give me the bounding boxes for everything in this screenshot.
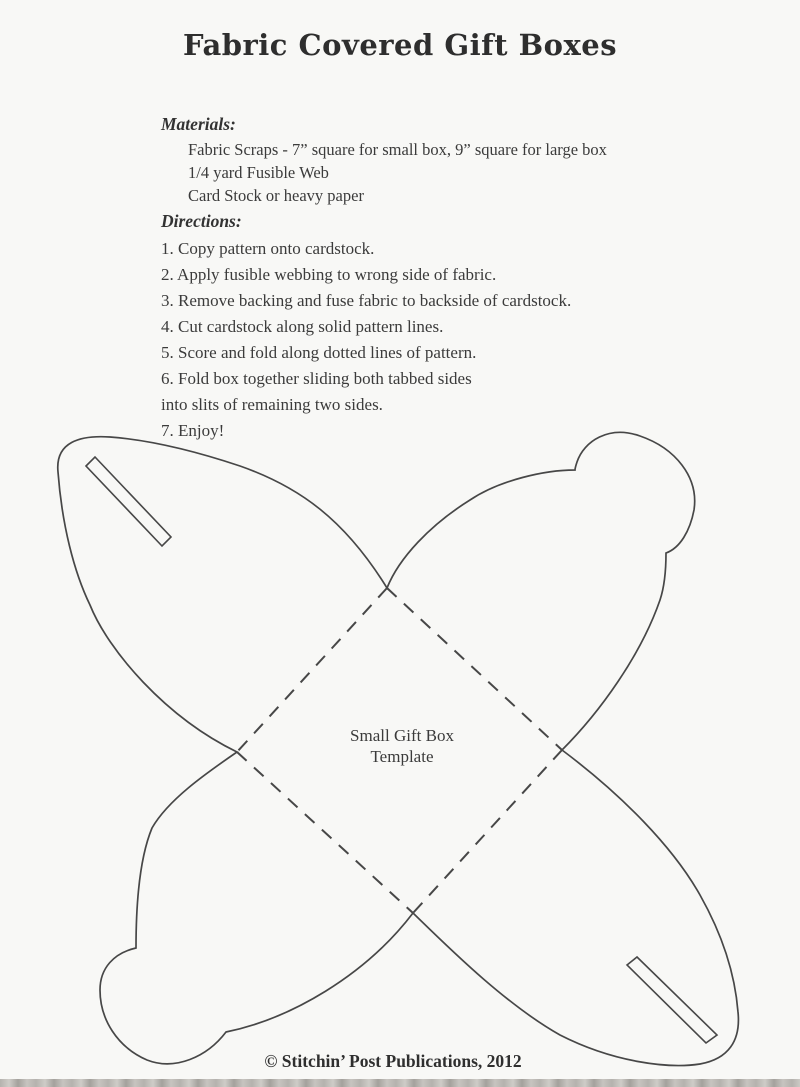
direction-step: 4. Cut cardstock along solid pattern lines. <box>161 317 444 336</box>
materials-item: Fabric Scraps - 7” square for small box, 9” square for large box <box>188 140 607 159</box>
direction-step: 6. Fold box together sliding both tabbed sides <box>161 369 472 388</box>
direction-step: 7. Enjoy! <box>161 421 225 440</box>
direction-step: 3. Remove backing and fuse fabric to backside of cardstock. <box>161 291 572 310</box>
materials-item: 1/4 yard Fusible Web <box>188 163 329 182</box>
template-label-line2: Template <box>370 746 434 766</box>
direction-step: 5. Score and fold along dotted lines of pattern. <box>161 343 477 362</box>
direction-step: 2. Apply fusible webbing to wrong side of fabric. <box>161 265 497 284</box>
fold-line-bottom-left <box>237 752 413 913</box>
template-label-line1: Small Gift Box <box>350 726 454 745</box>
direction-step: 1. Copy pattern onto cardstock. <box>161 239 375 258</box>
fold-line-bottom-right <box>413 750 562 913</box>
materials-heading: Materials: <box>161 114 236 134</box>
template-label <box>292 726 512 767</box>
slit-bottom-right <box>627 957 717 1043</box>
direction-step-continuation: into slits of remaining two sides. <box>161 395 383 414</box>
copyright-line: © Stitchin’ Post Publications, 2012 <box>264 1051 522 1071</box>
directions-heading: Directions: <box>161 211 242 231</box>
page-title: Fabric Covered Gift Boxes <box>182 28 618 63</box>
slit-top-left <box>86 457 171 546</box>
scan-artifact-band <box>0 1079 800 1087</box>
materials-item: Card Stock or heavy paper <box>188 186 364 205</box>
